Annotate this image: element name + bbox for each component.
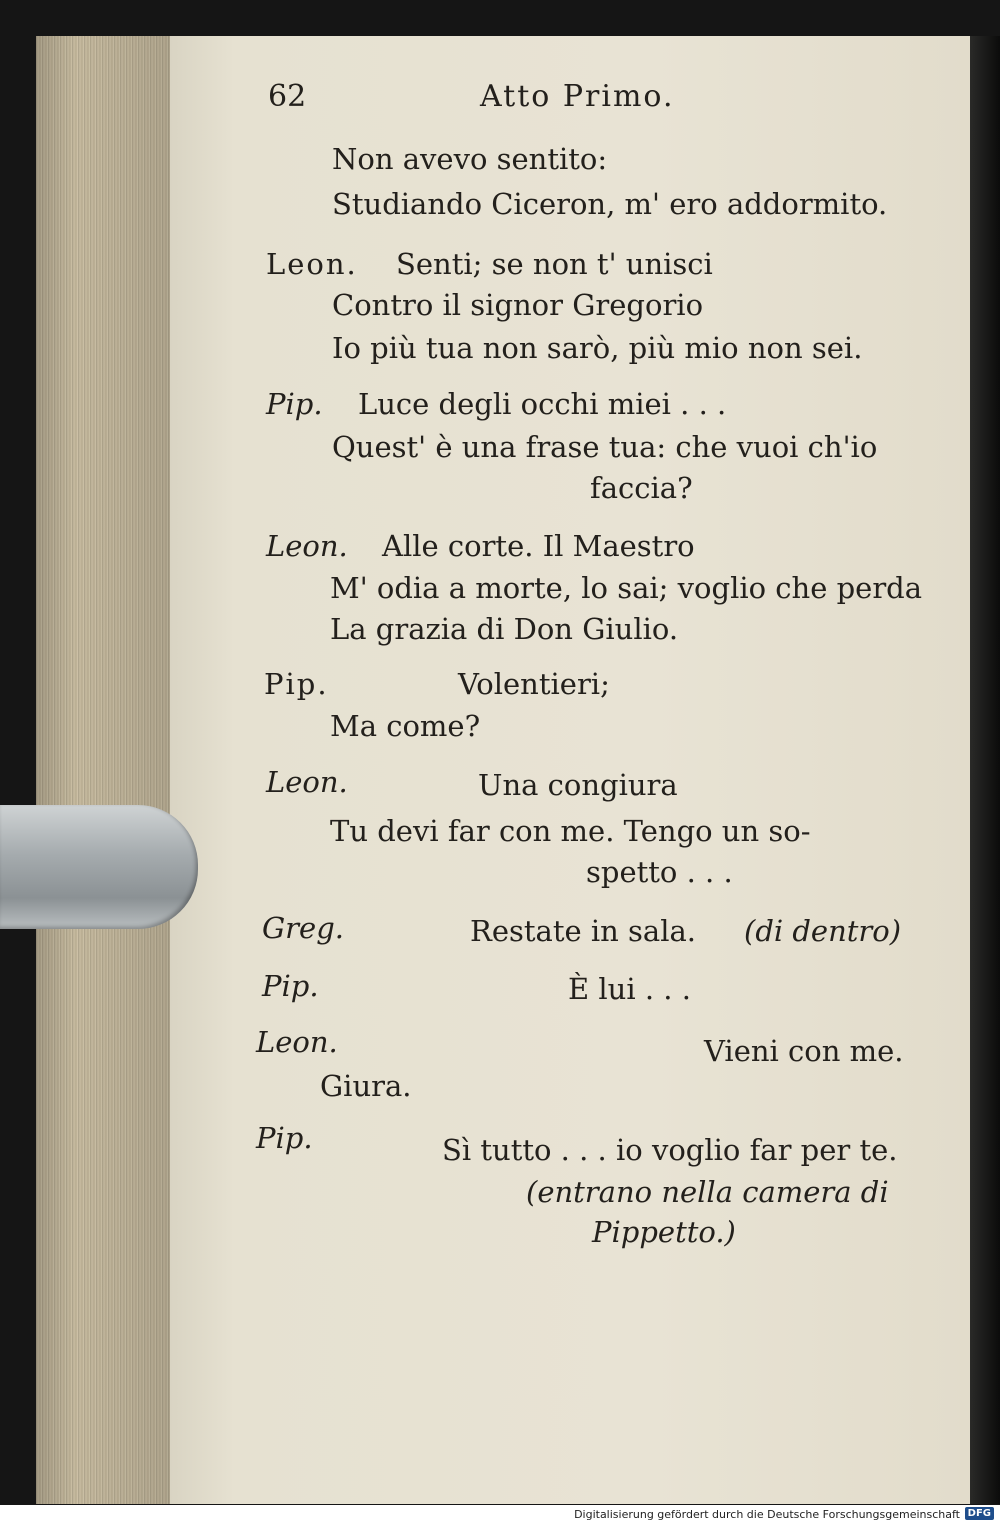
text-line: Vieni con me. — [704, 1034, 904, 1068]
speaker-label: Pip. — [266, 387, 323, 421]
text-line: Sì tutto . . . io voglio far per te. — [442, 1133, 898, 1167]
text-line: spetto . . . — [586, 855, 733, 889]
stage-direction: (entrano nella camera di — [526, 1175, 889, 1209]
text-line: Luce degli occhi miei . . . — [358, 387, 727, 421]
text-line: Contro il signor Gregorio — [332, 288, 704, 322]
text-line: La grazia di Don Giulio. — [330, 612, 679, 646]
speaker-label: Leon. — [266, 765, 348, 799]
text-line: Senti; se non t' unisci — [396, 247, 713, 281]
speaker-label: Pip. — [256, 1121, 313, 1155]
text-line: Giura. — [320, 1069, 412, 1103]
text-line: Studiando Ciceron, m' ero addormito. — [332, 187, 888, 221]
speaker-label: Pip. — [262, 969, 319, 1003]
text-line: Volentieri; — [458, 667, 610, 701]
text-line: Alle corte. Il Maestro — [382, 529, 695, 563]
speaker-label: Pip. — [264, 667, 329, 701]
text-line: Non avevo sentito: — [332, 142, 608, 176]
bookmark-clip — [0, 805, 198, 929]
stage-direction: (di dentro) — [744, 914, 902, 948]
text-line: È lui . . . — [568, 972, 691, 1006]
stage-direction: Pippetto.) — [592, 1215, 736, 1249]
speaker-label: Leon. — [266, 247, 358, 281]
funding-credit: Digitalisierung gefördert durch die Deutsche Forschungsgemeinschaft — [574, 1508, 960, 1521]
speaker-label: Leon. — [266, 529, 348, 563]
text-line: Io più tua non sarò, più mio non sei. — [332, 331, 863, 365]
text-line: faccia? — [590, 471, 693, 505]
text-line: Ma come? — [330, 709, 481, 743]
dfg-logo: DFG — [965, 1507, 994, 1520]
text-line: Restate in sala. — [470, 914, 696, 948]
text-line: Quest' è una frase tua: che vuoi ch'io — [332, 430, 878, 464]
text-line: M' odia a morte, lo sai; voglio che perda — [330, 571, 923, 605]
page-number: 62 — [268, 79, 307, 114]
running-title: Atto Primo. — [480, 79, 675, 114]
text-line: Una congiura — [478, 768, 678, 802]
speaker-label: Greg. — [262, 911, 344, 945]
text-line: Tu devi far con me. Tengo un so- — [330, 814, 811, 848]
speaker-label: Leon. — [256, 1025, 338, 1059]
